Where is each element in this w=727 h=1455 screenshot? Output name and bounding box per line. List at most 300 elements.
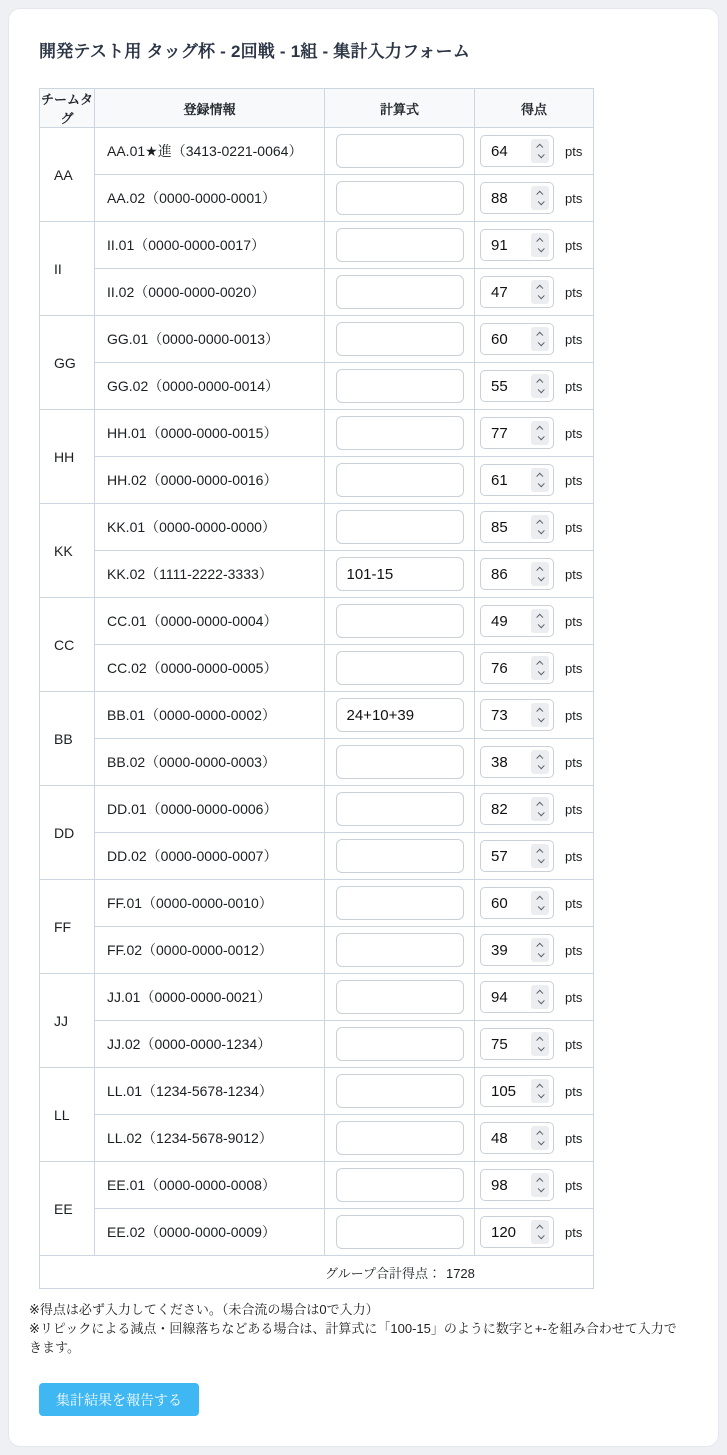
score-number-field[interactable] bbox=[480, 558, 554, 590]
player-row bbox=[40, 880, 594, 927]
score-input[interactable] bbox=[481, 801, 523, 818]
formula-cell bbox=[325, 1209, 475, 1256]
spin-up-icon[interactable] bbox=[536, 144, 543, 151]
score-input-group bbox=[475, 323, 593, 355]
formula-cell bbox=[325, 880, 475, 927]
formula-input[interactable] bbox=[336, 134, 464, 168]
score-spinner[interactable] bbox=[531, 891, 549, 915]
formula-input[interactable] bbox=[336, 839, 464, 873]
player-row bbox=[40, 692, 594, 739]
score-spinner[interactable] bbox=[531, 421, 549, 445]
team-tag-cell: CC bbox=[40, 598, 95, 692]
pts-unit-label: pts bbox=[565, 848, 583, 864]
player-row bbox=[40, 927, 594, 974]
pts-unit-label: pts bbox=[565, 190, 583, 206]
registration-info-cell: AA.02（0000-0000-0001） bbox=[95, 175, 325, 222]
registration-info-cell: BB.01（0000-0000-0002） bbox=[95, 692, 325, 739]
spin-up-icon[interactable] bbox=[536, 426, 543, 433]
spin-down-icon[interactable] bbox=[537, 856, 544, 863]
score-spinner[interactable] bbox=[531, 1032, 549, 1056]
score-number-field[interactable] bbox=[480, 793, 554, 825]
score-input[interactable] bbox=[481, 754, 523, 771]
player-row bbox=[40, 786, 594, 833]
page-title: 開発テスト用 タッグ杯 - 2回戦 - 1組 - 集計入力フォーム bbox=[39, 42, 471, 61]
formula-input[interactable] bbox=[336, 886, 464, 920]
pts-unit-label: pts bbox=[565, 331, 583, 347]
player-row bbox=[40, 833, 594, 880]
score-cell bbox=[475, 457, 594, 504]
score-input[interactable] bbox=[481, 1224, 523, 1241]
score-number-field[interactable] bbox=[480, 276, 554, 308]
pts-unit-label: pts bbox=[565, 425, 583, 441]
pts-unit-label: pts bbox=[565, 895, 583, 911]
spin-down-icon[interactable] bbox=[537, 809, 544, 816]
formula-input[interactable] bbox=[336, 228, 464, 262]
spin-up-icon[interactable] bbox=[536, 896, 543, 903]
spin-down-icon[interactable] bbox=[537, 433, 544, 440]
formula-input[interactable] bbox=[336, 933, 464, 967]
score-spinner[interactable] bbox=[531, 233, 549, 257]
score-number-field[interactable] bbox=[480, 417, 554, 449]
score-input[interactable] bbox=[481, 848, 523, 865]
player-row bbox=[40, 363, 594, 410]
pts-unit-label: pts bbox=[565, 989, 583, 1005]
formula-input[interactable] bbox=[336, 557, 464, 591]
score-input-group bbox=[475, 699, 593, 731]
score-input[interactable] bbox=[481, 1036, 523, 1053]
score-cell bbox=[475, 880, 594, 927]
score-number-field[interactable] bbox=[480, 182, 554, 214]
score-cell bbox=[475, 316, 594, 363]
score-input[interactable] bbox=[481, 237, 523, 254]
spin-down-icon[interactable] bbox=[537, 339, 544, 346]
formula-input[interactable] bbox=[336, 275, 464, 309]
pts-unit-label: pts bbox=[565, 613, 583, 629]
score-spinner[interactable] bbox=[531, 1220, 549, 1244]
formula-cell bbox=[325, 833, 475, 880]
formula-input[interactable] bbox=[336, 463, 464, 497]
score-input[interactable] bbox=[481, 566, 523, 583]
form-panel bbox=[8, 8, 719, 1447]
score-input[interactable] bbox=[481, 1177, 523, 1194]
formula-input[interactable] bbox=[336, 1074, 464, 1108]
score-spinner[interactable] bbox=[531, 139, 549, 163]
formula-input[interactable] bbox=[336, 322, 464, 356]
spin-down-icon[interactable] bbox=[537, 1044, 544, 1051]
score-input[interactable] bbox=[481, 190, 523, 207]
pts-unit-label: pts bbox=[565, 1177, 583, 1193]
spin-up-icon[interactable] bbox=[536, 379, 543, 386]
formula-input[interactable] bbox=[336, 1215, 464, 1249]
spin-up-icon[interactable] bbox=[536, 614, 543, 621]
score-spinner[interactable] bbox=[531, 374, 549, 398]
registration-info-cell: GG.01（0000-0000-0013） bbox=[95, 316, 325, 363]
score-number-field[interactable] bbox=[480, 934, 554, 966]
score-input[interactable] bbox=[481, 331, 523, 348]
registration-info-cell: JJ.02（0000-0000-1234） bbox=[95, 1021, 325, 1068]
player-row bbox=[40, 1115, 594, 1162]
formula-cell bbox=[325, 1115, 475, 1162]
score-cell bbox=[475, 833, 594, 880]
score-input-group bbox=[475, 605, 593, 637]
spin-down-icon[interactable] bbox=[537, 1091, 544, 1098]
player-row bbox=[40, 457, 594, 504]
score-cell bbox=[475, 222, 594, 269]
spin-up-icon[interactable] bbox=[536, 473, 543, 480]
spin-down-icon[interactable] bbox=[537, 198, 544, 205]
team-tag-cell: GG bbox=[40, 316, 95, 410]
score-cell bbox=[475, 1162, 594, 1209]
table-header bbox=[40, 89, 594, 128]
score-number-field[interactable] bbox=[480, 135, 554, 167]
player-row bbox=[40, 1068, 594, 1115]
spin-down-icon[interactable] bbox=[537, 1232, 544, 1239]
formula-input[interactable] bbox=[336, 698, 464, 732]
registration-info-cell: HH.02（0000-0000-0016） bbox=[95, 457, 325, 504]
registration-info-cell: LL.01（1234-5678-1234） bbox=[95, 1068, 325, 1115]
spin-down-icon[interactable] bbox=[537, 292, 544, 299]
score-number-field[interactable] bbox=[480, 370, 554, 402]
formula-input[interactable] bbox=[336, 1027, 464, 1061]
spin-up-icon[interactable] bbox=[536, 238, 543, 245]
spin-down-icon[interactable] bbox=[537, 621, 544, 628]
formula-cell bbox=[325, 410, 475, 457]
score-input-group bbox=[475, 1216, 593, 1248]
formula-input[interactable] bbox=[336, 369, 464, 403]
spin-down-icon[interactable] bbox=[537, 574, 544, 581]
spin-down-icon[interactable] bbox=[537, 762, 544, 769]
registration-info-cell: HH.01（0000-0000-0015） bbox=[95, 410, 325, 457]
registration-info-cell: FF.02（0000-0000-0012） bbox=[95, 927, 325, 974]
pts-unit-label: pts bbox=[565, 1224, 583, 1240]
score-spinner[interactable] bbox=[531, 609, 549, 633]
formula-cell bbox=[325, 316, 475, 363]
formula-cell bbox=[325, 645, 475, 692]
score-cell bbox=[475, 269, 594, 316]
header-row bbox=[40, 89, 594, 128]
formula-cell bbox=[325, 786, 475, 833]
spin-up-icon[interactable] bbox=[536, 943, 543, 950]
player-row bbox=[40, 128, 594, 175]
score-table bbox=[39, 88, 594, 1289]
pts-unit-label: pts bbox=[565, 284, 583, 300]
score-input[interactable] bbox=[481, 425, 523, 442]
score-number-field[interactable] bbox=[480, 1028, 554, 1060]
score-number-field[interactable] bbox=[480, 605, 554, 637]
score-number-field[interactable] bbox=[480, 464, 554, 496]
registration-info-cell: CC.01（0000-0000-0004） bbox=[95, 598, 325, 645]
pts-unit-label: pts bbox=[565, 1036, 583, 1052]
header-formula: 計算式 bbox=[325, 89, 475, 128]
score-cell bbox=[475, 927, 594, 974]
score-spinner[interactable] bbox=[531, 562, 549, 586]
player-row bbox=[40, 598, 594, 645]
spin-up-icon[interactable] bbox=[536, 520, 543, 527]
registration-info-cell: FF.01（0000-0000-0010） bbox=[95, 880, 325, 927]
header-team-tag: チームタグ bbox=[40, 89, 95, 128]
player-row bbox=[40, 175, 594, 222]
pts-unit-label: pts bbox=[565, 237, 583, 253]
spin-up-icon[interactable] bbox=[536, 1131, 543, 1138]
registration-info-cell: II.02（0000-0000-0020） bbox=[95, 269, 325, 316]
formula-input[interactable] bbox=[336, 181, 464, 215]
spin-up-icon[interactable] bbox=[536, 191, 543, 198]
player-row bbox=[40, 1021, 594, 1068]
pts-unit-label: pts bbox=[565, 1083, 583, 1099]
registration-info-cell: EE.02（0000-0000-0009） bbox=[95, 1209, 325, 1256]
pts-unit-label: pts bbox=[565, 566, 583, 582]
score-cell bbox=[475, 410, 594, 457]
spin-down-icon[interactable] bbox=[537, 715, 544, 722]
score-cell bbox=[475, 692, 594, 739]
score-cell bbox=[475, 598, 594, 645]
score-cell bbox=[475, 1068, 594, 1115]
score-cell bbox=[475, 1115, 594, 1162]
score-spinner[interactable] bbox=[531, 938, 549, 962]
spin-up-icon[interactable] bbox=[536, 802, 543, 809]
registration-info-cell: EE.01（0000-0000-0008） bbox=[95, 1162, 325, 1209]
formula-input[interactable] bbox=[336, 510, 464, 544]
registration-info-cell: BB.02（0000-0000-0003） bbox=[95, 739, 325, 786]
player-row bbox=[40, 739, 594, 786]
formula-cell bbox=[325, 692, 475, 739]
formula-cell bbox=[325, 598, 475, 645]
pts-unit-label: pts bbox=[565, 754, 583, 770]
score-spinner[interactable] bbox=[531, 797, 549, 821]
score-input[interactable] bbox=[481, 1083, 523, 1100]
score-input-group bbox=[475, 558, 593, 590]
score-spinner[interactable] bbox=[531, 1173, 549, 1197]
score-input-group bbox=[475, 229, 593, 261]
score-number-field[interactable] bbox=[480, 840, 554, 872]
spin-up-icon[interactable] bbox=[536, 990, 543, 997]
player-row bbox=[40, 316, 594, 363]
score-number-field[interactable] bbox=[480, 699, 554, 731]
score-cell bbox=[475, 128, 594, 175]
formula-input[interactable] bbox=[336, 1121, 464, 1155]
spin-up-icon[interactable] bbox=[536, 708, 543, 715]
registration-info-cell: DD.01（0000-0000-0006） bbox=[95, 786, 325, 833]
score-cell bbox=[475, 786, 594, 833]
spin-up-icon[interactable] bbox=[536, 332, 543, 339]
registration-info-cell: DD.02（0000-0000-0007） bbox=[95, 833, 325, 880]
score-number-field[interactable] bbox=[480, 323, 554, 355]
spin-down-icon[interactable] bbox=[537, 480, 544, 487]
player-row bbox=[40, 269, 594, 316]
header-score: 得点 bbox=[475, 89, 594, 128]
registration-info-cell: JJ.01（0000-0000-0021） bbox=[95, 974, 325, 1021]
spin-down-icon[interactable] bbox=[537, 386, 544, 393]
player-row bbox=[40, 974, 594, 1021]
score-input-group bbox=[475, 511, 593, 543]
formula-cell bbox=[325, 504, 475, 551]
score-spinner[interactable] bbox=[531, 468, 549, 492]
team-tag-cell: II bbox=[40, 222, 95, 316]
registration-info-cell: GG.02（0000-0000-0014） bbox=[95, 363, 325, 410]
score-cell bbox=[475, 1021, 594, 1068]
score-spinner[interactable] bbox=[531, 1079, 549, 1103]
score-cell bbox=[475, 175, 594, 222]
score-input[interactable] bbox=[481, 284, 523, 301]
group-total-label: グループ合計得点： bbox=[325, 1265, 441, 1281]
score-number-field[interactable] bbox=[480, 1169, 554, 1201]
score-input-group bbox=[475, 276, 593, 308]
formula-input[interactable] bbox=[336, 745, 464, 779]
team-tag-cell: KK bbox=[40, 504, 95, 598]
score-number-field[interactable] bbox=[480, 1122, 554, 1154]
score-number-field[interactable] bbox=[480, 981, 554, 1013]
formula-cell bbox=[325, 128, 475, 175]
spin-up-icon[interactable] bbox=[536, 1178, 543, 1185]
registration-info-cell: AA.01★進（3413-0221-0064） bbox=[95, 128, 325, 175]
spin-down-icon[interactable] bbox=[537, 1185, 544, 1192]
team-tag-cell: JJ bbox=[40, 974, 95, 1068]
note-score-required: ※得点は必ず入力してください。（未合流の場合は0で入力） bbox=[29, 1302, 379, 1317]
spin-up-icon[interactable] bbox=[536, 849, 543, 856]
score-number-field[interactable] bbox=[480, 511, 554, 543]
pts-unit-label: pts bbox=[565, 472, 583, 488]
score-number-field[interactable] bbox=[480, 887, 554, 919]
score-spinner[interactable] bbox=[531, 844, 549, 868]
spin-up-icon[interactable] bbox=[536, 285, 543, 292]
spin-down-icon[interactable] bbox=[537, 245, 544, 252]
pts-unit-label: pts bbox=[565, 143, 583, 159]
group-total-value: 1728 bbox=[445, 1265, 475, 1281]
formula-input[interactable] bbox=[336, 980, 464, 1014]
score-input-group bbox=[475, 135, 593, 167]
score-input[interactable] bbox=[481, 378, 523, 395]
submit-report-button[interactable]: 集計結果を報告する bbox=[39, 1383, 199, 1416]
formula-input[interactable] bbox=[336, 792, 464, 826]
score-cell bbox=[475, 645, 594, 692]
score-input-group bbox=[475, 1028, 593, 1060]
team-tag-cell: LL bbox=[40, 1068, 95, 1162]
registration-info-cell: KK.01（0000-0000-0000） bbox=[95, 504, 325, 551]
score-input-group bbox=[475, 370, 593, 402]
score-input-group bbox=[475, 417, 593, 449]
player-row bbox=[40, 1162, 594, 1209]
formula-cell bbox=[325, 974, 475, 1021]
score-input-group bbox=[475, 1122, 593, 1154]
spin-down-icon[interactable] bbox=[537, 527, 544, 534]
spin-down-icon[interactable] bbox=[537, 1138, 544, 1145]
score-spinner[interactable] bbox=[531, 985, 549, 1009]
player-row bbox=[40, 645, 594, 692]
spin-down-icon[interactable] bbox=[537, 903, 544, 910]
player-row bbox=[40, 1209, 594, 1256]
formula-cell bbox=[325, 175, 475, 222]
formula-input[interactable] bbox=[336, 604, 464, 638]
score-number-field[interactable] bbox=[480, 746, 554, 778]
score-spinner[interactable] bbox=[531, 327, 549, 351]
score-input[interactable] bbox=[481, 989, 523, 1006]
score-input[interactable] bbox=[481, 143, 523, 160]
spin-up-icon[interactable] bbox=[536, 661, 543, 668]
score-input[interactable] bbox=[481, 1130, 523, 1147]
score-spinner[interactable] bbox=[531, 186, 549, 210]
score-input-group bbox=[475, 793, 593, 825]
spin-down-icon[interactable] bbox=[537, 151, 544, 158]
score-input-group bbox=[475, 464, 593, 496]
score-cell bbox=[475, 1209, 594, 1256]
score-input[interactable] bbox=[481, 660, 523, 677]
score-input-group bbox=[475, 934, 593, 966]
score-number-field[interactable] bbox=[480, 652, 554, 684]
pts-unit-label: pts bbox=[565, 1130, 583, 1146]
team-tag-cell: EE bbox=[40, 1162, 95, 1256]
player-row bbox=[40, 222, 594, 269]
formula-cell bbox=[325, 222, 475, 269]
score-cell bbox=[475, 739, 594, 786]
score-input-group bbox=[475, 887, 593, 919]
spin-up-icon[interactable] bbox=[536, 1225, 543, 1232]
score-spinner[interactable] bbox=[531, 1126, 549, 1150]
score-cell bbox=[475, 504, 594, 551]
score-spinner[interactable] bbox=[531, 515, 549, 539]
formula-input[interactable] bbox=[336, 1168, 464, 1202]
spin-down-icon[interactable] bbox=[537, 668, 544, 675]
score-spinner[interactable] bbox=[531, 656, 549, 680]
score-input[interactable] bbox=[481, 519, 523, 536]
spin-up-icon[interactable] bbox=[536, 567, 543, 574]
score-spinner[interactable] bbox=[531, 280, 549, 304]
score-spinner[interactable] bbox=[531, 750, 549, 774]
score-input[interactable] bbox=[481, 942, 523, 959]
score-cell bbox=[475, 551, 594, 598]
spin-down-icon[interactable] bbox=[537, 950, 544, 957]
registration-info-cell: LL.02（1234-5678-9012） bbox=[95, 1115, 325, 1162]
pts-unit-label: pts bbox=[565, 660, 583, 676]
score-number-field[interactable] bbox=[480, 1075, 554, 1107]
score-spinner[interactable] bbox=[531, 703, 549, 727]
pts-unit-label: pts bbox=[565, 801, 583, 817]
formula-cell bbox=[325, 269, 475, 316]
spin-up-icon[interactable] bbox=[536, 755, 543, 762]
player-row bbox=[40, 410, 594, 457]
formula-cell bbox=[325, 1068, 475, 1115]
registration-info-cell: KK.02（1111-2222-3333） bbox=[95, 551, 325, 598]
score-number-field[interactable] bbox=[480, 1216, 554, 1248]
score-input-group bbox=[475, 182, 593, 214]
formula-cell bbox=[325, 457, 475, 504]
formula-input[interactable] bbox=[336, 651, 464, 685]
formula-cell bbox=[325, 551, 475, 598]
team-tag-cell: BB bbox=[40, 692, 95, 786]
formula-cell bbox=[325, 1021, 475, 1068]
team-tag-cell: HH bbox=[40, 410, 95, 504]
score-input[interactable] bbox=[481, 895, 523, 912]
player-row bbox=[40, 504, 594, 551]
spin-down-icon[interactable] bbox=[537, 997, 544, 1004]
score-number-field[interactable] bbox=[480, 229, 554, 261]
spin-up-icon[interactable] bbox=[536, 1037, 543, 1044]
pts-unit-label: pts bbox=[565, 942, 583, 958]
spin-up-icon[interactable] bbox=[536, 1084, 543, 1091]
formula-input[interactable] bbox=[336, 416, 464, 450]
score-input[interactable] bbox=[481, 472, 523, 489]
team-tag-cell: AA bbox=[40, 128, 95, 222]
table-footer bbox=[40, 1256, 594, 1289]
score-input[interactable] bbox=[481, 613, 523, 630]
score-cell bbox=[475, 363, 594, 410]
score-input-group bbox=[475, 746, 593, 778]
table-body bbox=[40, 128, 594, 1256]
score-input-group bbox=[475, 1169, 593, 1201]
header-registration-info: 登録情報 bbox=[95, 89, 325, 128]
score-input-group bbox=[475, 1075, 593, 1107]
score-input[interactable] bbox=[481, 707, 523, 724]
pts-unit-label: pts bbox=[565, 519, 583, 535]
